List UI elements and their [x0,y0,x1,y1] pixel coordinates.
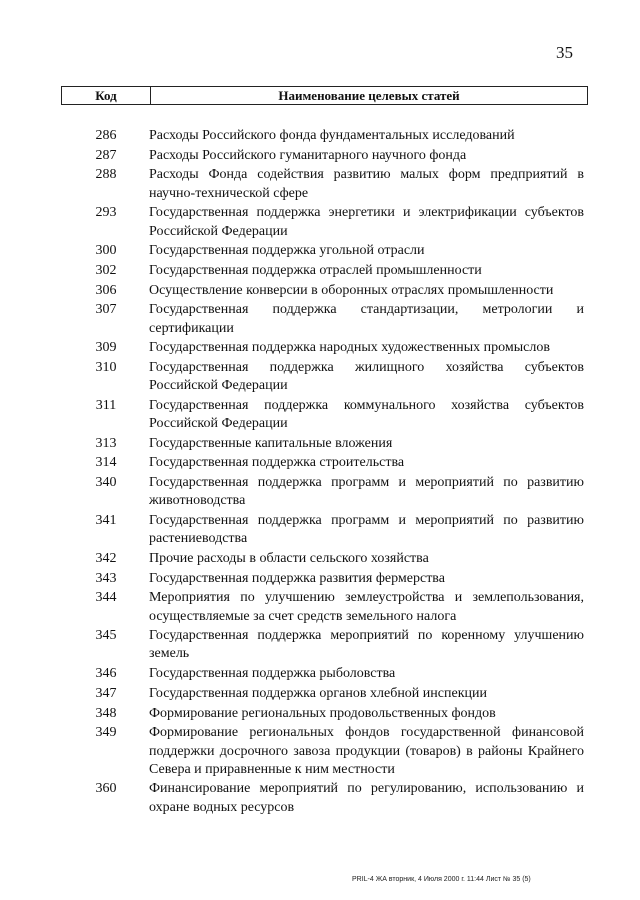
row-code: 345 [95,628,117,644]
row-code: 342 [95,550,117,566]
row-name: Государственная поддержка мероприятий по коренному улучшению земель [149,628,584,662]
row-name: Государственная поддержка развития фермерства [149,570,445,586]
row-code: 341 [95,513,117,529]
row-code: 349 [95,725,117,741]
row-code: 293 [95,205,117,221]
row-name: Осуществление конверсии в оборонных отраслях промышленности [149,282,554,298]
row-name: Государственная поддержка программ и мероприятий по развитию растениеводства [149,513,584,547]
row-name: Расходы Фонда содействия развитию малых форм предприятий в научно-технической сфере [149,167,584,201]
row-code: 288 [95,167,117,183]
row-name: Государственная поддержка коммунального хозяйства субъектов Российской Федерации [149,397,584,432]
row-code: 314 [95,455,117,471]
row-name: Государственная поддержка стандартизации, метрологии и сертификации [149,302,584,336]
table-row [61,780,586,816]
table-body [61,127,586,818]
row-code: 302 [95,262,117,278]
table-row [61,147,586,165]
table-row [61,454,586,472]
page-number: 35 [556,43,573,62]
row-code: 348 [95,705,117,721]
table-row [61,242,586,260]
row-name: Государственная поддержка отраслей промышленности [149,262,482,278]
table-row [61,166,586,202]
row-code: 309 [95,340,117,356]
table-row [61,282,586,300]
row-name: Мероприятия по улучшению землеустройства и землепользования, осуществляемые за счет средств земельного налога [149,590,584,624]
row-name: Государственная поддержка строительства [149,455,405,471]
row-code: 340 [95,475,117,491]
row-name: Прочие расходы в области сельского хозяйства [149,550,429,566]
row-name: Формирование региональных продовольственных фондов [149,705,496,721]
table-row [61,665,586,683]
row-code: 343 [95,570,117,586]
table-header [61,86,588,105]
name-column-header: Наименование целевых статей [278,88,460,103]
row-code: 286 [95,128,117,143]
row-code: 300 [95,243,117,259]
row-code: 311 [95,397,117,413]
table-row [61,204,586,240]
table-row [61,550,586,568]
row-code: 346 [95,666,117,682]
row-code: 306 [95,282,117,298]
page-footer: PRIL-4 ЖА вторник, 4 Июля 2000 г. 11:44 Лист № 35 (5) [352,876,531,883]
row-name: Финансирование мероприятий по регулированию, использованию и охране водных ресурсов [149,781,584,815]
row-name: Государственная поддержка угольной отрасли [149,243,425,259]
table-row [61,724,586,779]
row-code: 307 [95,302,117,318]
table-row [61,627,586,663]
table-row [61,474,586,510]
table-row [61,301,586,337]
row-code: 287 [95,147,117,163]
table-row [61,339,586,357]
table-row [61,262,586,280]
code-column-header: Код [62,87,151,104]
row-name: Государственная поддержка рыболовства [149,666,396,682]
row-name: Формирование региональных фондов государственной финансовой поддержки досрочного завоза продукции (товаров) в районы Крайнего Севера и приравненные к ним местности [149,725,584,777]
table-row [61,512,586,548]
row-name: Государственная поддержка программ и мероприятий по развитию животноводства [149,475,584,509]
row-code: 344 [95,590,117,606]
table-row [61,435,586,453]
table-row [61,705,586,723]
table-row [61,397,586,433]
row-name: Государственная поддержка народных художественных промыслов [149,340,550,356]
table-row [61,127,586,145]
table-row [61,570,586,588]
row-code: 360 [95,781,117,797]
table-row [61,685,586,703]
row-code: 313 [95,435,117,451]
row-name: Расходы Российского фонда фундаментальных исследований [149,128,515,143]
table-row [61,589,586,625]
row-name: Государственные капитальные вложения [149,435,393,451]
row-name: Государственная поддержка энергетики и электрификации субъектов Российской Федерации [149,205,584,239]
row-name: Расходы Российского гуманитарного научного фонда [149,147,467,163]
row-name: Государственная поддержка органов хлебной инспекции [149,685,487,701]
row-name: Государственная поддержка жилищного хозяйства субъектов Российской Федерации [149,359,584,394]
row-code: 310 [95,359,117,375]
row-code: 347 [95,685,117,701]
table-row [61,359,586,395]
